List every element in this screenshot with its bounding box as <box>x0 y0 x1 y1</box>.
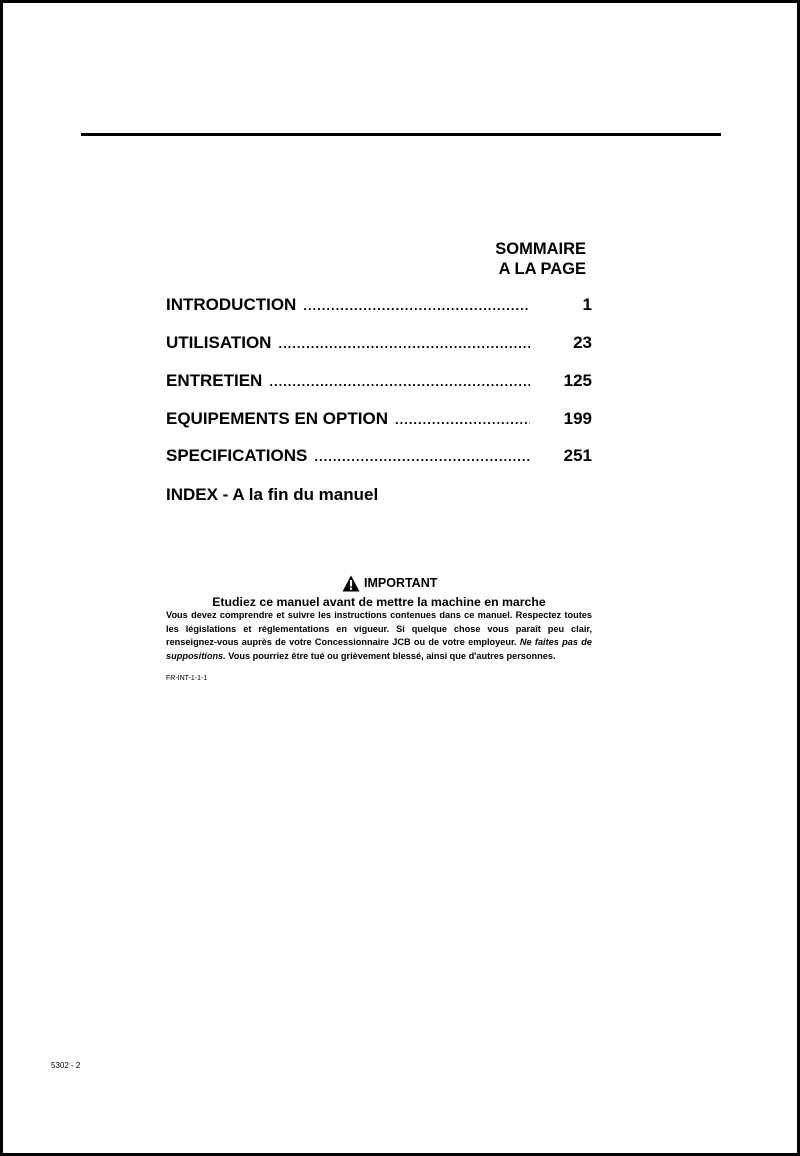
toc-entry-page: 125 <box>563 371 592 390</box>
warning-body-text: Vous devez comprendre et suivre les instructions contenues dans ce manuel. Respectez toutes les législations et réglementations en vigueur. Si quelque chose vous paraît peu clair, renseignez-vous auprès de votre Concessionnaire JCB ou de votre employeur. <box>166 610 592 647</box>
contents-heading-page-label: A LA PAGE <box>498 260 586 278</box>
toc-entry-introduction[interactable] <box>166 293 592 317</box>
warning-body <box>166 609 592 663</box>
toc-leader-dots <box>395 408 530 432</box>
page-number: 5302 - 2 <box>51 1061 81 1070</box>
warning-header <box>342 574 437 592</box>
toc-entry-equipements-en-option[interactable] <box>166 407 592 431</box>
warning-body-text-end: Vous pourriez être tué ou grièvement blessé, ainsi que d'autres personnes. <box>225 650 556 661</box>
toc-entry-label: INTRODUCTION <box>166 295 297 314</box>
toc-leader-dots <box>303 294 530 318</box>
toc-leader-dots <box>278 332 530 356</box>
toc-leader-dots <box>314 445 530 469</box>
toc-entry-label: UTILISATION <box>166 333 272 352</box>
toc-entry-page: 23 <box>573 333 592 352</box>
toc-entry-page: 251 <box>563 446 592 465</box>
warning-triangle-icon <box>342 575 360 592</box>
contents-heading <box>495 239 586 279</box>
toc-entry-page: 1 <box>582 295 592 314</box>
reference-code: FR-INT-1-1-1 <box>166 675 208 682</box>
toc-leader-dots <box>269 370 530 394</box>
warning-title: IMPORTANT <box>364 576 438 590</box>
toc-entry-utilisation[interactable] <box>166 331 592 355</box>
warning-body-italic: Ne faites pas de suppositions. <box>166 637 592 661</box>
toc-entry-page: 199 <box>563 409 592 428</box>
toc-entry-specifications[interactable] <box>166 444 592 468</box>
toc-entry-index[interactable]: INDEX - A la fin du manuel <box>166 485 379 504</box>
toc-entry-entretien[interactable] <box>166 369 592 393</box>
toc-entry-label: ENTRETIEN <box>166 371 263 390</box>
warning-subtitle: Etudiez ce manuel avant de mettre la machine en marche <box>212 595 546 609</box>
toc-entry-label: SPECIFICATIONS <box>166 446 308 465</box>
contents-heading-title: SOMMAIRE <box>495 240 586 258</box>
header-rule <box>81 133 721 136</box>
toc-entry-label: EQUIPEMENTS EN OPTION <box>166 409 388 428</box>
